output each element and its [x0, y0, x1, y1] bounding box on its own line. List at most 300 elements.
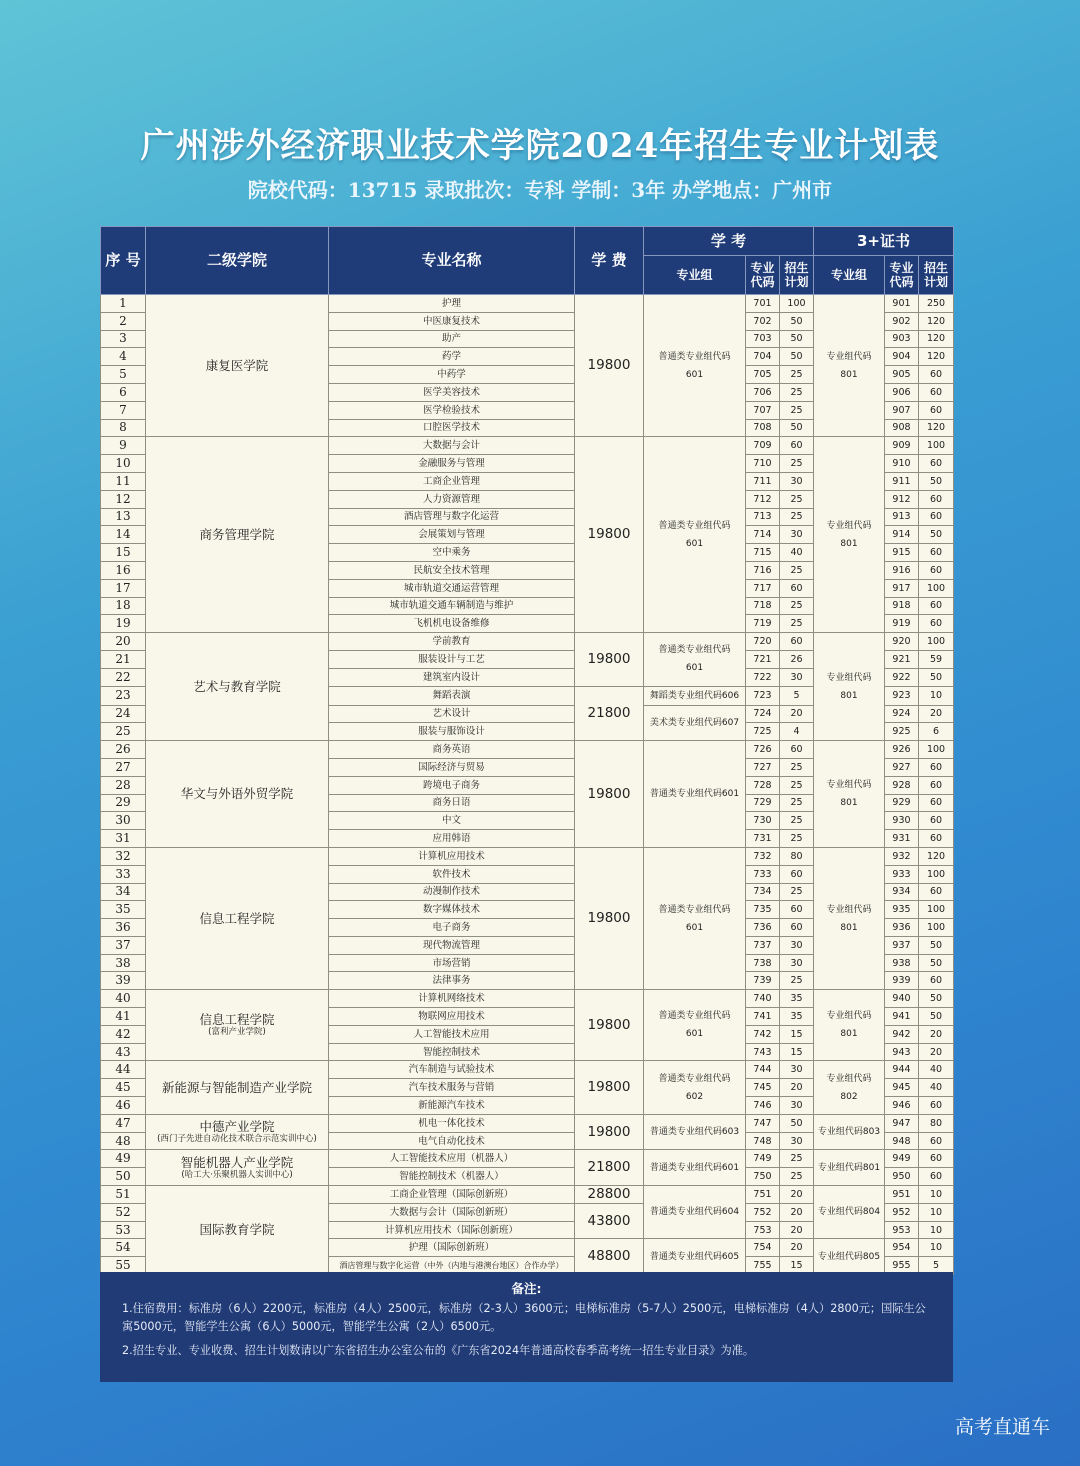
major-name: 人工智能技术应用（机器人） — [329, 1150, 575, 1168]
row-seq: 51 — [101, 1186, 146, 1204]
xk-major-code: 718 — [746, 597, 780, 615]
xk-major-code: 753 — [746, 1221, 780, 1239]
row-seq: 49 — [101, 1150, 146, 1168]
cert-plan: 60 — [919, 1097, 954, 1115]
xk-plan: 25 — [780, 776, 814, 794]
cert-plan: 60 — [919, 455, 954, 473]
cert-major-code: 907 — [885, 401, 919, 419]
xk-plan: 50 — [780, 1114, 814, 1132]
cert-plan: 60 — [919, 794, 954, 812]
xk-plan: 25 — [780, 597, 814, 615]
xk-major-code: 736 — [746, 919, 780, 937]
major-name: 飞机机电设备维修 — [329, 615, 575, 633]
college-name-text: 信息工程学院 — [199, 1012, 275, 1028]
row-seq: 5 — [101, 366, 146, 384]
xk-major-code: 716 — [746, 561, 780, 579]
row-seq: 14 — [101, 526, 146, 544]
cert-plan: 50 — [919, 668, 954, 686]
major-name: 电子商务 — [329, 919, 575, 937]
cert-major-code: 917 — [885, 579, 919, 597]
cert-major-code: 942 — [885, 1025, 919, 1043]
xk-plan: 25 — [780, 883, 814, 901]
row-seq: 22 — [101, 668, 146, 686]
cert-major-code: 941 — [885, 1008, 919, 1026]
xk-plan: 20 — [780, 705, 814, 723]
cert-major-code: 931 — [885, 830, 919, 848]
row-seq: 12 — [101, 490, 146, 508]
cert-plan: 50 — [919, 1008, 954, 1026]
table-row — [101, 1114, 954, 1132]
xk-major-code: 727 — [746, 758, 780, 776]
cert-major-code: 916 — [885, 561, 919, 579]
xk-plan: 25 — [780, 508, 814, 526]
xk-group-code: 普通类专业组代码 601 — [644, 437, 746, 633]
row-seq: 16 — [101, 561, 146, 579]
major-name: 物联网应用技术 — [329, 1008, 575, 1026]
table-row — [101, 633, 954, 651]
xk-plan: 80 — [780, 847, 814, 865]
cert-plan: 50 — [919, 472, 954, 490]
row-seq: 17 — [101, 579, 146, 597]
xk-plan: 35 — [780, 1008, 814, 1026]
xk-major-code: 748 — [746, 1132, 780, 1150]
cert-major-code: 935 — [885, 901, 919, 919]
tuition-fee: 48800 — [575, 1239, 644, 1275]
cert-plan: 60 — [919, 383, 954, 401]
major-name: 空中乘务 — [329, 544, 575, 562]
xk-plan: 15 — [780, 1257, 814, 1275]
row-seq: 27 — [101, 758, 146, 776]
xk-plan: 60 — [780, 919, 814, 937]
cert-major-code: 940 — [885, 990, 919, 1008]
cert-plan: 50 — [919, 526, 954, 544]
college-name — [146, 1114, 329, 1150]
xk-major-code: 714 — [746, 526, 780, 544]
xk-plan: 25 — [780, 455, 814, 473]
xk-plan: 60 — [780, 741, 814, 759]
cert-group-code: 专业组代码801 — [814, 1150, 885, 1186]
cert-group-code: 专业组代码 801 — [814, 437, 885, 633]
xk-plan: 30 — [780, 954, 814, 972]
cert-major-code: 943 — [885, 1043, 919, 1061]
cert-major-code: 933 — [885, 865, 919, 883]
college-name — [146, 633, 329, 741]
cert-plan: 120 — [919, 330, 954, 348]
cert-major-code: 925 — [885, 723, 919, 741]
cert-plan: 60 — [919, 597, 954, 615]
xk-major-code: 735 — [746, 901, 780, 919]
row-seq: 42 — [101, 1025, 146, 1043]
major-name: 市场营销 — [329, 954, 575, 972]
row-seq: 21 — [101, 650, 146, 668]
major-name: 建筑室内设计 — [329, 668, 575, 686]
cert-group-code: 专业组代码804 — [814, 1186, 885, 1239]
major-name: 人力资源管理 — [329, 490, 575, 508]
major-name: 计算机网络技术 — [329, 990, 575, 1008]
college-name-text: 智能机器人产业学院 — [180, 1154, 294, 1170]
tuition-fee: 19800 — [575, 847, 644, 989]
table-row — [101, 1150, 954, 1168]
cert-plan: 60 — [919, 830, 954, 848]
row-seq: 15 — [101, 544, 146, 562]
major-name: 城市轨道交通运营管理 — [329, 579, 575, 597]
row-seq: 20 — [101, 633, 146, 651]
cert-plan: 10 — [919, 1221, 954, 1239]
cert-plan: 60 — [919, 544, 954, 562]
xk-plan: 20 — [780, 1079, 814, 1097]
cert-major-code: 920 — [885, 633, 919, 651]
major-name: 计算机应用技术（国际创新班） — [329, 1221, 575, 1239]
cert-major-code: 930 — [885, 812, 919, 830]
xk-plan: 30 — [780, 936, 814, 954]
major-name: 机电一体化技术 — [329, 1114, 575, 1132]
xk-plan: 30 — [780, 1097, 814, 1115]
row-seq: 26 — [101, 741, 146, 759]
xk-major-code: 747 — [746, 1114, 780, 1132]
cert-major-code: 906 — [885, 383, 919, 401]
xk-major-code: 746 — [746, 1097, 780, 1115]
row-seq: 23 — [101, 686, 146, 705]
xk-major-code: 744 — [746, 1061, 780, 1079]
cert-plan: 100 — [919, 741, 954, 759]
cert-major-code: 904 — [885, 348, 919, 366]
xk-plan: 25 — [780, 794, 814, 812]
xk-major-code: 721 — [746, 650, 780, 668]
major-name: 金融服务与管理 — [329, 455, 575, 473]
row-seq: 45 — [101, 1079, 146, 1097]
xk-major-code: 750 — [746, 1168, 780, 1186]
cert-major-code: 912 — [885, 490, 919, 508]
major-name: 中医康复技术 — [329, 312, 575, 330]
row-seq: 35 — [101, 901, 146, 919]
cert-plan: 60 — [919, 1150, 954, 1168]
xk-plan: 60 — [780, 865, 814, 883]
cert-major-code: 932 — [885, 847, 919, 865]
note-item: 1.住宿费用：标准房（6人）2200元，标准房（4人）2500元，标准房（2-3人）3600元；电梯标准房（5-7人）2500元，电梯标准房（4人）2800元；国际生公寓5000元，智能学生公寓（6人）5000元，智能学生公寓（2人）6500元。 — [122, 1302, 926, 1333]
cert-plan: 120 — [919, 348, 954, 366]
row-seq: 13 — [101, 508, 146, 526]
xk-major-code: 717 — [746, 579, 780, 597]
major-name: 汽车制造与试验技术 — [329, 1061, 575, 1079]
xk-plan: 50 — [780, 419, 814, 437]
cert-major-code: 934 — [885, 883, 919, 901]
cert-plan: 5 — [919, 1257, 954, 1275]
xk-major-code: 703 — [746, 330, 780, 348]
row-seq: 8 — [101, 419, 146, 437]
xk-plan: 25 — [780, 366, 814, 384]
cert-plan: 60 — [919, 401, 954, 419]
cert-plan: 120 — [919, 419, 954, 437]
major-name: 艺术设计 — [329, 705, 575, 723]
cert-group-code: 专业组代码 801 — [814, 847, 885, 989]
cert-plan: 10 — [919, 686, 954, 705]
xk-plan: 40 — [780, 544, 814, 562]
college-note: (富利产业学院) — [208, 1027, 266, 1038]
row-seq: 6 — [101, 383, 146, 401]
college-name — [146, 1150, 329, 1186]
enrollment-table-container — [100, 226, 953, 1382]
xk-major-code: 726 — [746, 741, 780, 759]
row-seq: 43 — [101, 1043, 146, 1061]
cert-plan: 50 — [919, 954, 954, 972]
cert-major-code: 921 — [885, 650, 919, 668]
table-row — [101, 1186, 954, 1204]
table-row — [101, 1061, 954, 1079]
cert-plan: 59 — [919, 650, 954, 668]
major-name: 医学检验技术 — [329, 401, 575, 419]
xk-plan: 15 — [780, 1043, 814, 1061]
cert-major-code: 954 — [885, 1239, 919, 1257]
xk-plan: 50 — [780, 312, 814, 330]
tuition-fee: 19800 — [575, 295, 644, 437]
xk-plan: 5 — [780, 686, 814, 705]
xk-major-code: 712 — [746, 490, 780, 508]
xk-major-code: 709 — [746, 437, 780, 455]
major-name: 中药学 — [329, 366, 575, 384]
major-name: 现代物流管理 — [329, 936, 575, 954]
header-xk: 学 考 — [644, 227, 814, 256]
major-name: 酒店管理与数字化运营 — [329, 508, 575, 526]
cert-major-code: 946 — [885, 1097, 919, 1115]
xk-major-code: 742 — [746, 1025, 780, 1043]
major-name: 民航安全技术管理 — [329, 561, 575, 579]
college-name-text: 康复医学院 — [205, 357, 269, 373]
xk-plan: 26 — [780, 650, 814, 668]
cert-plan: 60 — [919, 561, 954, 579]
row-seq: 33 — [101, 865, 146, 883]
notes-box — [100, 1272, 953, 1382]
college-name — [146, 741, 329, 848]
cert-major-code: 947 — [885, 1114, 919, 1132]
cert-plan: 100 — [919, 579, 954, 597]
cert-major-code: 948 — [885, 1132, 919, 1150]
cert-plan: 60 — [919, 366, 954, 384]
cert-major-code: 927 — [885, 758, 919, 776]
cert-plan: 40 — [919, 1079, 954, 1097]
major-name: 舞蹈表演 — [329, 686, 575, 705]
row-seq: 36 — [101, 919, 146, 937]
header-xk-code: 专业代码 — [746, 256, 780, 295]
major-name: 药学 — [329, 348, 575, 366]
xk-major-code: 733 — [746, 865, 780, 883]
cert-plan: 100 — [919, 437, 954, 455]
major-name: 会展策划与管理 — [329, 526, 575, 544]
major-name: 护理 — [329, 295, 575, 313]
major-name: 口腔医学技术 — [329, 419, 575, 437]
row-seq: 52 — [101, 1203, 146, 1221]
row-seq: 3 — [101, 330, 146, 348]
cert-major-code: 939 — [885, 972, 919, 990]
cert-plan: 10 — [919, 1203, 954, 1221]
college-note: (哈工大·乐聚机器人实训中心) — [181, 1169, 293, 1180]
notes-title: 备注: — [511, 1281, 542, 1296]
xk-plan: 60 — [780, 437, 814, 455]
row-seq: 39 — [101, 972, 146, 990]
tuition-fee: 19800 — [575, 437, 644, 633]
cert-plan: 60 — [919, 1168, 954, 1186]
cert-plan: 50 — [919, 990, 954, 1008]
cert-plan: 20 — [919, 705, 954, 723]
cert-plan: 100 — [919, 633, 954, 651]
cert-plan: 60 — [919, 972, 954, 990]
cert-major-code: 914 — [885, 526, 919, 544]
college-name-text: 新能源与智能制造产业学院 — [161, 1079, 312, 1095]
row-seq: 7 — [101, 401, 146, 419]
cert-major-code: 910 — [885, 455, 919, 473]
tuition-fee: 19800 — [575, 1114, 644, 1150]
tuition-fee: 43800 — [575, 1203, 644, 1239]
xk-plan: 50 — [780, 348, 814, 366]
xk-group-code: 普通类专业组代码601 — [644, 1150, 746, 1186]
college-name-text: 艺术与教育学院 — [193, 678, 281, 694]
cert-group-code: 专业组代码 801 — [814, 990, 885, 1061]
cert-plan: 60 — [919, 490, 954, 508]
xk-major-code: 710 — [746, 455, 780, 473]
cert-major-code: 924 — [885, 705, 919, 723]
cert-group-code: 专业组代码 801 — [814, 741, 885, 848]
cert-major-code: 926 — [885, 741, 919, 759]
major-name: 学前教育 — [329, 633, 575, 651]
xk-major-code: 741 — [746, 1008, 780, 1026]
xk-major-code: 722 — [746, 668, 780, 686]
tuition-fee: 19800 — [575, 1061, 644, 1114]
major-name: 城市轨道交通车辆制造与维护 — [329, 597, 575, 615]
xk-major-code: 734 — [746, 883, 780, 901]
xk-group-code: 普通类专业组代码605 — [644, 1239, 746, 1275]
major-name: 服装设计与工艺 — [329, 650, 575, 668]
xk-plan: 25 — [780, 615, 814, 633]
cert-major-code: 949 — [885, 1150, 919, 1168]
xk-major-code: 737 — [746, 936, 780, 954]
row-seq: 19 — [101, 615, 146, 633]
cert-major-code: 922 — [885, 668, 919, 686]
xk-group-code: 美术类专业组代码607 — [644, 705, 746, 741]
cert-plan: 60 — [919, 1132, 954, 1150]
major-name: 商务英语 — [329, 741, 575, 759]
xk-plan: 30 — [780, 526, 814, 544]
xk-plan: 50 — [780, 330, 814, 348]
xk-group-code: 普通类专业组代码603 — [644, 1114, 746, 1150]
row-seq: 48 — [101, 1132, 146, 1150]
row-seq: 10 — [101, 455, 146, 473]
xk-major-code: 752 — [746, 1203, 780, 1221]
xk-plan: 30 — [780, 1061, 814, 1079]
xk-plan: 30 — [780, 472, 814, 490]
xk-plan: 25 — [780, 401, 814, 419]
cert-major-code: 944 — [885, 1061, 919, 1079]
row-seq: 44 — [101, 1061, 146, 1079]
xk-plan: 30 — [780, 668, 814, 686]
xk-major-code: 751 — [746, 1186, 780, 1204]
college-name-text: 信息工程学院 — [199, 910, 275, 926]
cert-plan: 60 — [919, 812, 954, 830]
cert-plan: 10 — [919, 1239, 954, 1257]
xk-group-code: 普通类专业组代码 601 — [644, 295, 746, 437]
xk-plan: 60 — [780, 901, 814, 919]
tuition-fee: 21800 — [575, 686, 644, 741]
row-seq: 40 — [101, 990, 146, 1008]
major-name: 大数据与会计 — [329, 437, 575, 455]
cert-plan: 80 — [919, 1114, 954, 1132]
major-name: 护理（国际创新班） — [329, 1239, 575, 1257]
cert-major-code: 913 — [885, 508, 919, 526]
xk-plan: 100 — [780, 295, 814, 313]
xk-plan: 25 — [780, 1168, 814, 1186]
enrollment-plan-table — [100, 226, 954, 1275]
row-seq: 4 — [101, 348, 146, 366]
major-name: 智能控制技术（机器人） — [329, 1168, 575, 1186]
xk-plan: 25 — [780, 1150, 814, 1168]
major-name: 应用韩语 — [329, 830, 575, 848]
row-seq: 46 — [101, 1097, 146, 1115]
row-seq: 50 — [101, 1168, 146, 1186]
major-name: 数字媒体技术 — [329, 901, 575, 919]
xk-plan: 60 — [780, 633, 814, 651]
major-name: 助产 — [329, 330, 575, 348]
row-seq: 34 — [101, 883, 146, 901]
college-name — [146, 1061, 329, 1114]
row-seq: 18 — [101, 597, 146, 615]
major-name: 工商企业管理（国际创新班） — [329, 1186, 575, 1204]
major-name: 人工智能技术应用 — [329, 1025, 575, 1043]
cert-major-code: 945 — [885, 1079, 919, 1097]
cert-group-code: 专业组代码805 — [814, 1239, 885, 1275]
cert-plan: 20 — [919, 1043, 954, 1061]
cert-plan: 60 — [919, 615, 954, 633]
college-name-text: 商务管理学院 — [199, 526, 275, 542]
major-name: 医学美容技术 — [329, 383, 575, 401]
major-name: 商务日语 — [329, 794, 575, 812]
xk-plan: 20 — [780, 1186, 814, 1204]
header-seq: 序 号 — [101, 227, 146, 295]
xk-major-code: 755 — [746, 1257, 780, 1275]
cert-major-code: 918 — [885, 597, 919, 615]
cert-major-code: 919 — [885, 615, 919, 633]
xk-group-code: 普通类专业组代码 602 — [644, 1061, 746, 1114]
xk-major-code: 731 — [746, 830, 780, 848]
cert-major-code: 905 — [885, 366, 919, 384]
watermark-label: 高考直通车 — [954, 1416, 1050, 1438]
xk-major-code: 738 — [746, 954, 780, 972]
major-name: 动漫制作技术 — [329, 883, 575, 901]
cert-major-code: 952 — [885, 1203, 919, 1221]
cert-plan: 100 — [919, 919, 954, 937]
page-subtitle: 院校代码：13715 录取批次：专科 学制：3年 办学地点：广州市 — [247, 178, 833, 202]
xk-major-code: 739 — [746, 972, 780, 990]
college-name — [146, 847, 329, 989]
xk-major-code: 728 — [746, 776, 780, 794]
cert-plan: 20 — [919, 1025, 954, 1043]
major-name: 大数据与会计（国际创新班） — [329, 1203, 575, 1221]
college-name — [146, 437, 329, 633]
xk-plan: 20 — [780, 1239, 814, 1257]
row-seq: 2 — [101, 312, 146, 330]
xk-plan: 30 — [780, 1132, 814, 1150]
cert-major-code: 955 — [885, 1257, 919, 1275]
tuition-fee: 19800 — [575, 741, 644, 848]
xk-plan: 35 — [780, 990, 814, 1008]
header-cert-plan: 招生计划 — [919, 256, 954, 295]
tuition-fee: 28800 — [575, 1186, 644, 1204]
major-name: 国际经济与贸易 — [329, 758, 575, 776]
row-seq: 9 — [101, 437, 146, 455]
cert-major-code: 937 — [885, 936, 919, 954]
cert-plan: 60 — [919, 508, 954, 526]
xk-plan: 25 — [780, 561, 814, 579]
row-seq: 32 — [101, 847, 146, 865]
cert-plan: 60 — [919, 776, 954, 794]
college-name-text: 中德产业学院 — [199, 1119, 275, 1135]
